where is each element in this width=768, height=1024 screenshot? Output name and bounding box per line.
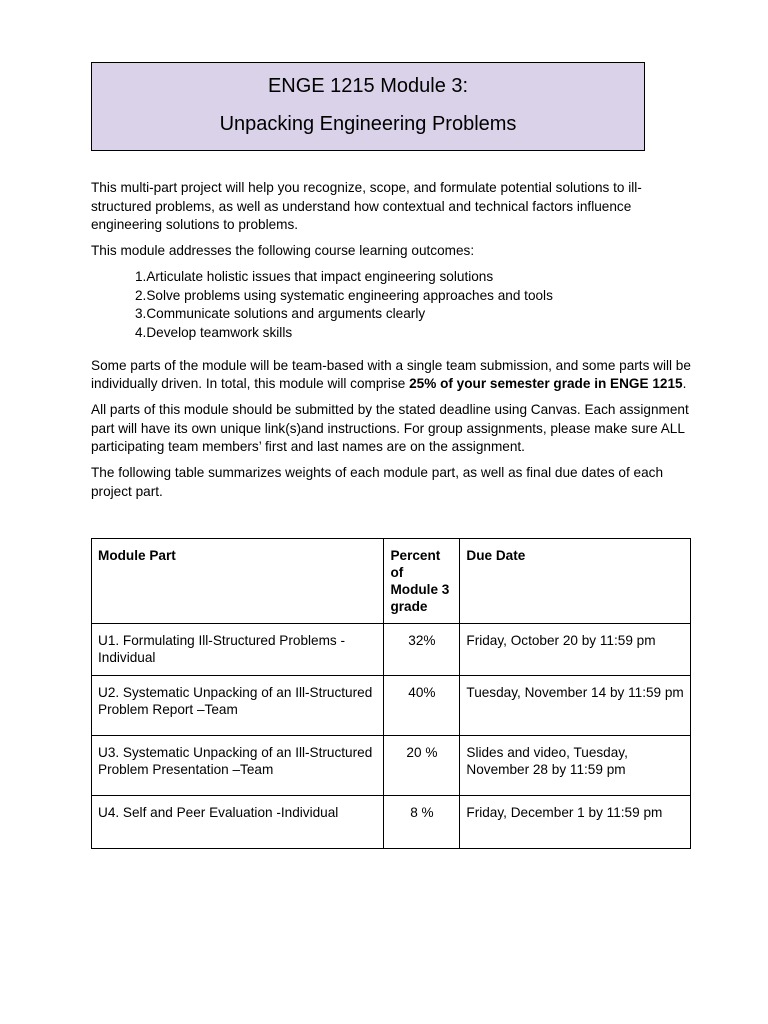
header-module-part: Module Part bbox=[92, 539, 384, 624]
grading-end: . bbox=[682, 376, 687, 392]
outcome-item: 2.Solve problems using systematic engineering approaches and tools bbox=[135, 287, 553, 303]
document-body bbox=[91, 179, 691, 509]
table-row bbox=[92, 796, 691, 849]
table-intro-paragraph: The following table summarizes weights of each module part, as well as final due dates of each project part. bbox=[91, 465, 663, 499]
outcomes-intro: This module addresses the following course learning outcomes: bbox=[91, 243, 475, 259]
cell-module-part: U4. Self and Peer Evaluation -Individual bbox=[92, 796, 384, 849]
cell-percent: 32% bbox=[384, 624, 460, 676]
table-row bbox=[92, 676, 691, 736]
cell-due-date: Tuesday, November 14 by 11:59 pm bbox=[460, 676, 691, 736]
cell-due-date: Friday, December 1 by 11:59 pm bbox=[460, 796, 691, 849]
title-box bbox=[91, 62, 645, 151]
cell-module-part: U3. Systematic Unpacking of an Ill-Structured Problem Presentation –Team bbox=[92, 736, 384, 796]
header-percent: Percent of Module 3 grade bbox=[384, 539, 460, 624]
cell-percent: 20 % bbox=[384, 736, 460, 796]
outcomes-list bbox=[135, 268, 691, 343]
module-parts-table bbox=[91, 538, 691, 849]
outcome-item: 4.Develop teamwork skills bbox=[135, 324, 293, 340]
submission-paragraph: All parts of this module should be submitted by the stated deadline using Canvas. Each assignment part will have its own unique link(s)and instructions. For group assignments, please make sure ALL participating team members’ first and last names are on the assignment. bbox=[91, 402, 689, 455]
document-title-line-1: ENGE 1215 Module 3: bbox=[267, 75, 469, 97]
table-row bbox=[92, 736, 691, 796]
cell-due-date: Friday, October 20 by 11:59 pm bbox=[460, 624, 691, 676]
intro-paragraph: This multi-part project will help you recognize, scope, and formulate potential solutions to ill-structured problems, as well as understand how contextual and technical factors influence engineering solutions to problems. bbox=[91, 180, 642, 233]
grading-weight: 25% of your semester grade in ENGE 1215 bbox=[409, 376, 683, 392]
cell-module-part: U1. Formulating Ill-Structured Problems - Individual bbox=[92, 624, 384, 676]
header-due-date: Due Date bbox=[460, 539, 691, 624]
table-header-row bbox=[92, 539, 691, 624]
grading-text: Some parts of the module will be team-based with a single team submission, and some parts will be individually driven. In total, this module will comprise bbox=[91, 357, 691, 392]
table-row bbox=[92, 624, 691, 676]
cell-due-date: Slides and video, Tuesday, November 28 by 11:59 pm bbox=[460, 736, 691, 796]
outcome-item: 1.Articulate holistic issues that impact engineering solutions bbox=[135, 268, 494, 284]
cell-percent: 40% bbox=[384, 676, 460, 736]
outcome-item: 3.Communicate solutions and arguments clearly bbox=[135, 306, 426, 322]
grading-paragraph bbox=[91, 357, 691, 394]
document-title-line-2: Unpacking Engineering Problems bbox=[219, 113, 517, 135]
cell-percent: 8 % bbox=[384, 796, 460, 849]
cell-module-part: U2. Systematic Unpacking of an Ill-Structured Problem Report –Team bbox=[92, 676, 384, 736]
